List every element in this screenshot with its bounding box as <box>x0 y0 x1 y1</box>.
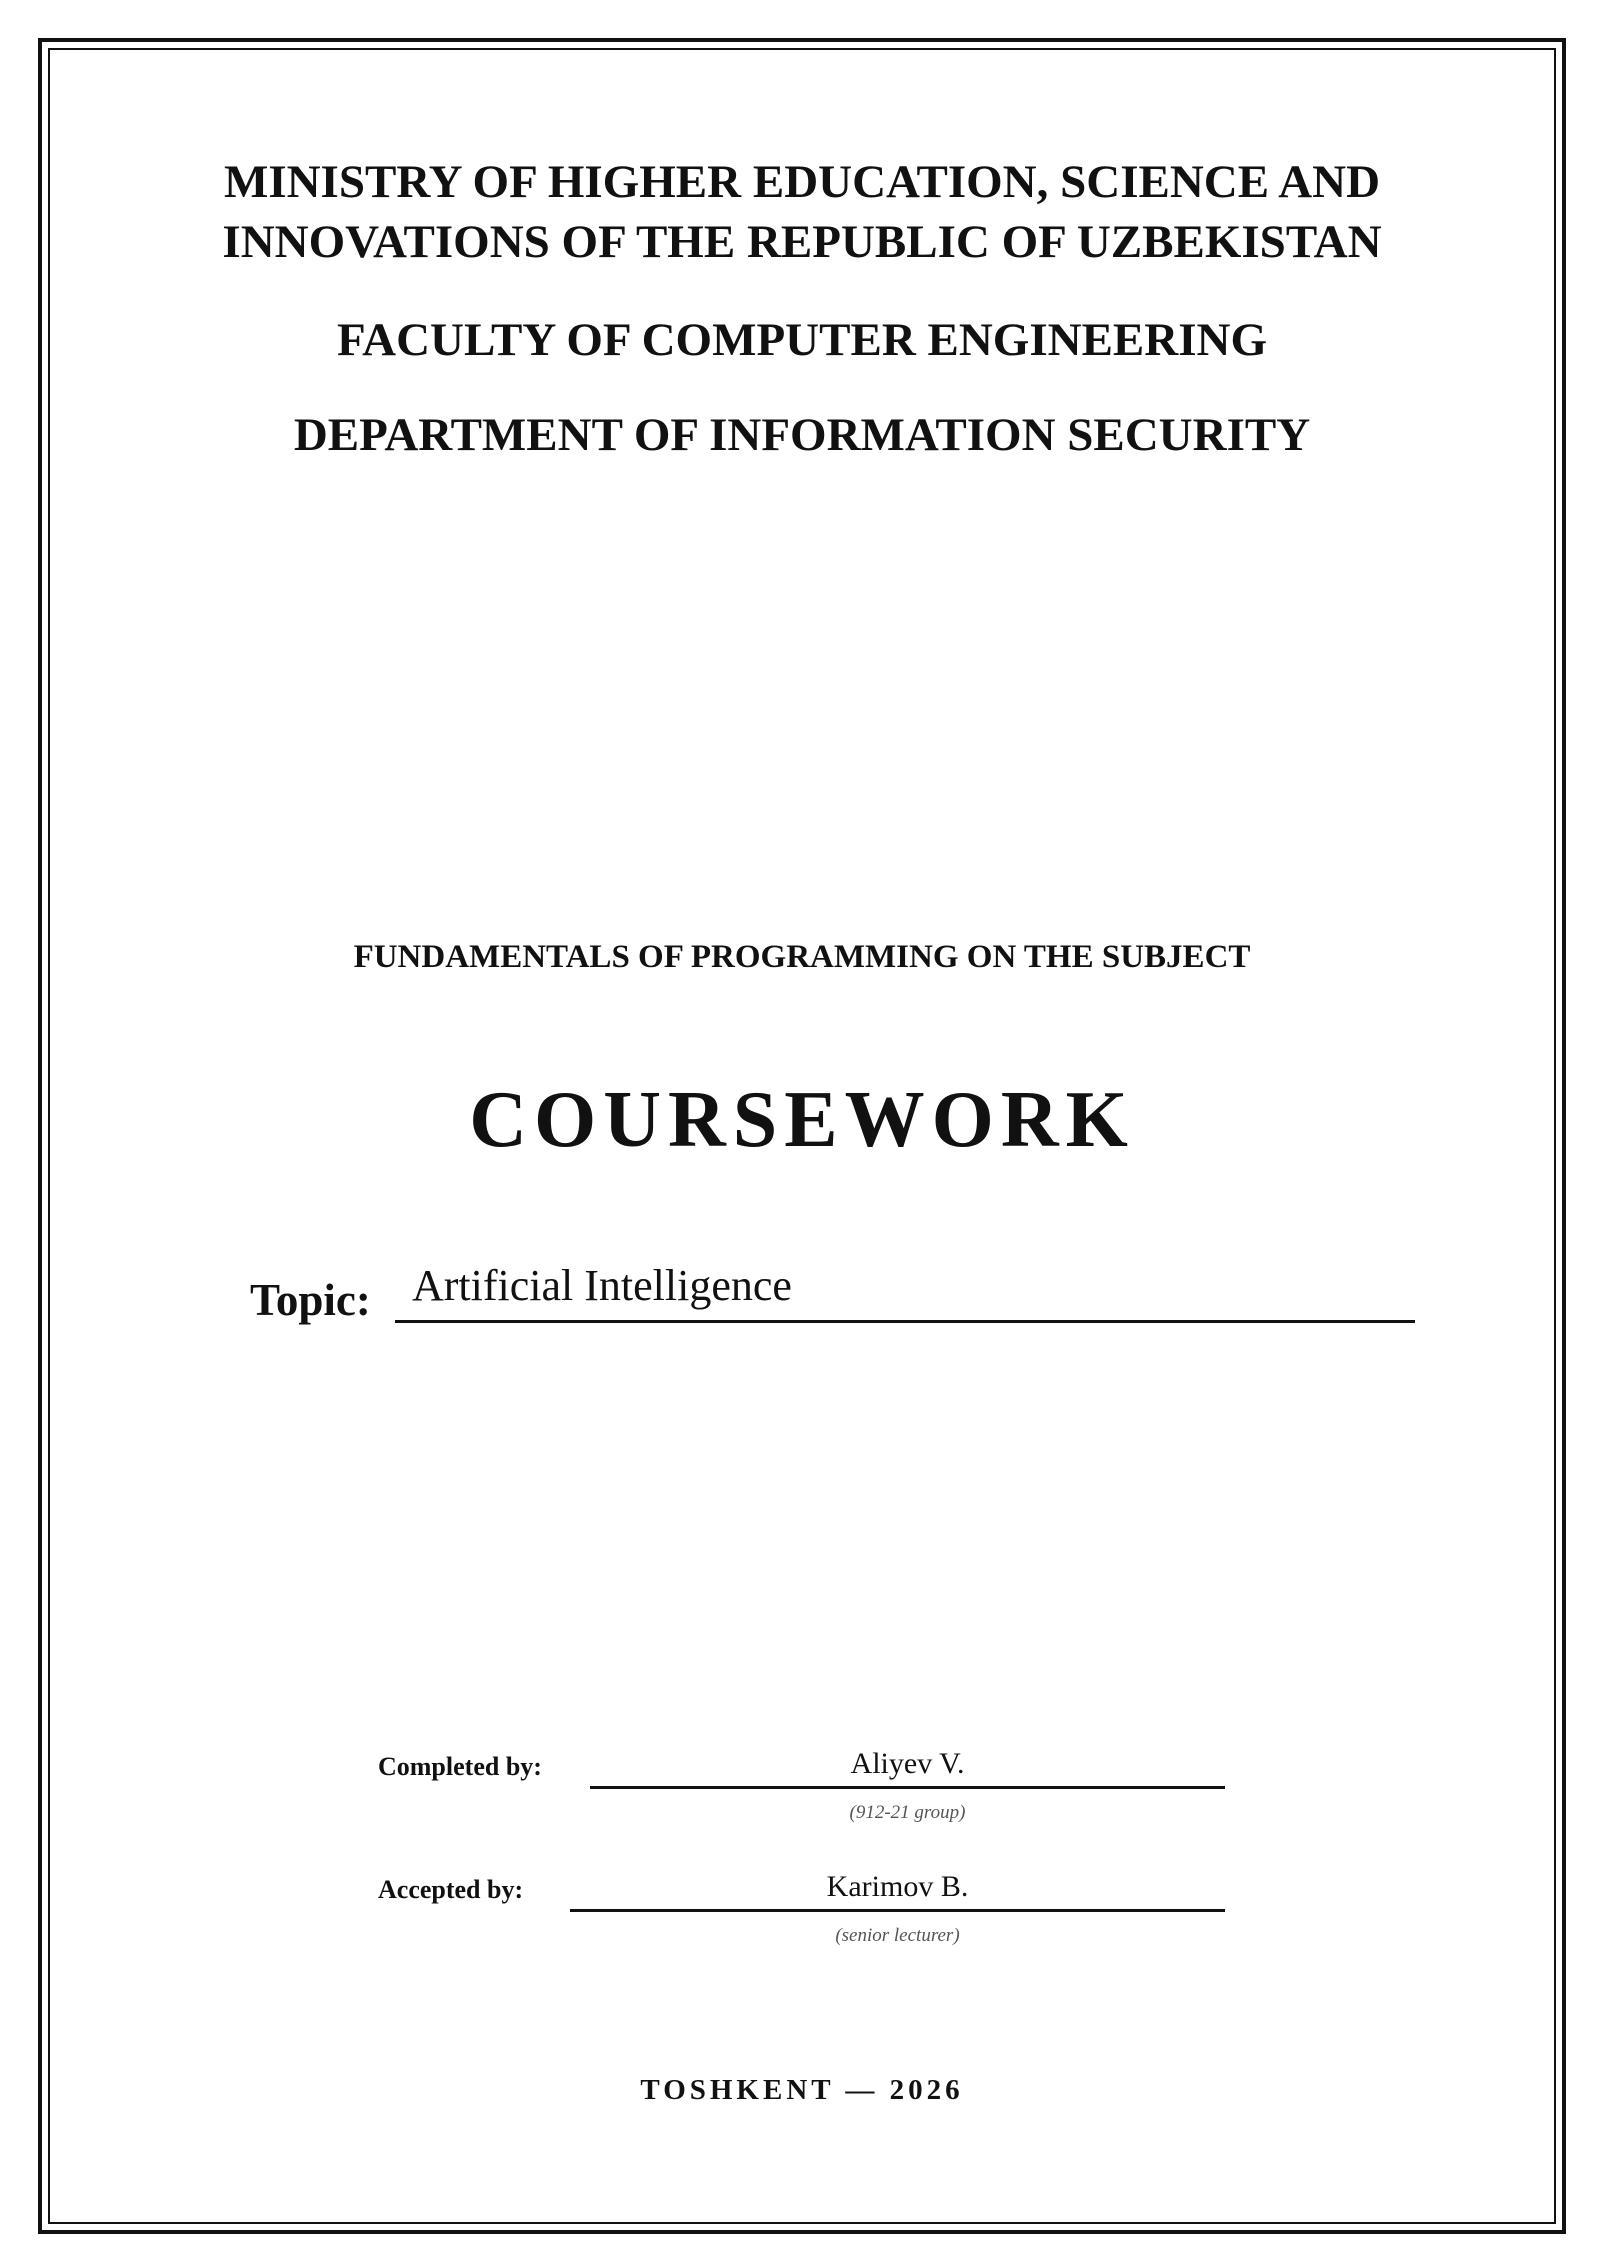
footer-city-year: TOSHKENT — 2026 <box>640 2074 964 2106</box>
ministry-line-1: MINISTRY OF HIGHER EDUCATION, SCIENCE AND <box>223 156 1381 208</box>
accepted-by-underline <box>570 1909 1225 1912</box>
completed-by-label: Completed by: <box>378 1752 542 1781</box>
faculty-heading: FACULTY OF COMPUTER ENGINEERING <box>336 314 1268 366</box>
subject-line: FUNDAMENTALS OF PROGRAMMING ON THE SUBJECT <box>353 939 1251 975</box>
topic-underline <box>395 1320 1415 1323</box>
accepted-by-note: (senior lecturer) <box>835 1925 960 1946</box>
accepted-by-name: Karimov B. <box>826 1870 969 1903</box>
completed-by-underline <box>590 1786 1225 1789</box>
topic-value: Artificial Intelligence <box>412 1261 792 1310</box>
completed-by-name: Aliyev V. <box>850 1747 965 1780</box>
accepted-by-label: Accepted by: <box>378 1875 524 1904</box>
topic-label: Topic: <box>250 1275 371 1325</box>
department-heading: DEPARTMENT OF INFORMATION SECURITY <box>293 409 1311 461</box>
document-title: COURSEWORK <box>469 1076 1135 1164</box>
ministry-heading <box>48 152 1556 272</box>
ministry-line-2: INNOVATIONS OF THE REPUBLIC OF UZBEKISTAN <box>222 216 1382 268</box>
completed-by-note: (912-21 group) <box>849 1802 966 1823</box>
